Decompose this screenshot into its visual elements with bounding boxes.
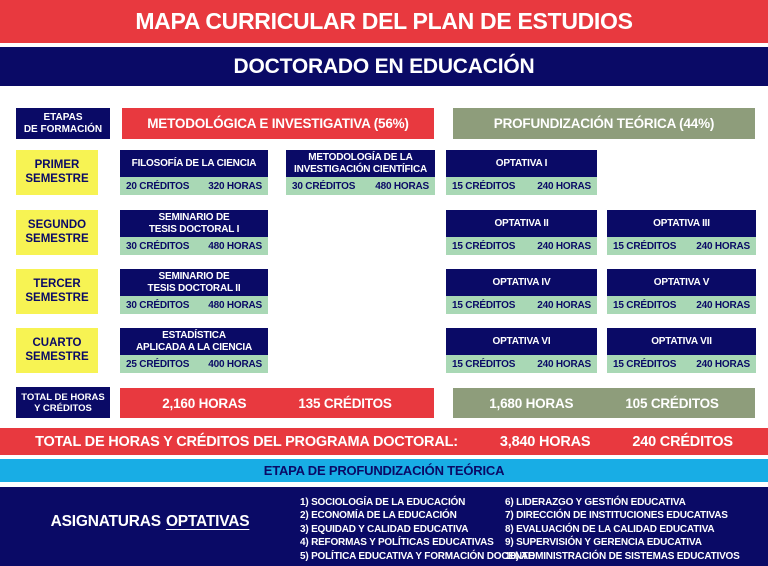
course-title [286,150,435,177]
electives-title-word: OPTATIVAS [165,513,250,530]
course-hours: 480 HORAS [375,180,429,192]
course-hours: 240 HORAS [537,299,591,311]
course-credits: 30 CRÉDITOS [126,240,190,252]
course-title-line2: TESIS DOCTORAL II [147,282,241,294]
course-meta [607,237,756,255]
course-title-line1: OPTATIVA II [494,217,549,229]
methodological-stage-label: METODOLÓGICA E INVESTIGATIVA (56%) [147,116,409,131]
semester-label-4 [16,328,98,373]
program-total-credits: 240 CRÉDITOS [632,433,733,450]
course-meta [120,355,268,373]
course-meta [446,177,597,195]
course-hours: 320 HORAS [208,180,262,192]
methodological-total-credits: 135 CRÉDITOS [298,395,392,411]
page-title-text: MAPA CURRICULAR DEL PLAN DE ESTUDIOS [135,8,633,34]
course-title-line1: METODOLOGÍA DE LA [308,152,413,163]
course-title-line1: OPTATIVA I [495,157,548,169]
course-credits: 15 CRÉDITOS [613,358,677,370]
program-total-hours: 3,840 HORAS [499,433,591,450]
course-title-line1: SEMINARIO DE [158,212,230,223]
course-title [607,328,756,355]
elective-item-8: 8) EVALUACIÓN DE LA CALIDAD EDUCATIVA [505,523,715,535]
elective-item-5: 5) POLÍTICA EDUCATIVA Y FORMACIÓN DOCENTE [300,550,535,562]
course-metodologia-investigacion [286,150,435,195]
semester-2-line1: SEGUNDO [27,219,87,231]
course-optativa-7 [607,328,756,373]
course-title [120,269,268,296]
course-hours: 240 HORAS [696,358,750,370]
course-meta [446,296,597,314]
course-hours: 480 HORAS [208,299,262,311]
theory-stage-strip-label: ETAPA DE PROFUNDIZACIÓN TEÓRICA [263,463,505,478]
course-credits: 30 CRÉDITOS [126,299,190,311]
theory-stage-strip [0,459,768,482]
course-meta [446,355,597,373]
semester-1-line1: PRIMER [34,159,80,171]
course-meta [607,355,756,373]
course-meta [120,296,268,314]
semester-4-line1: CUARTO [32,337,82,349]
elective-item-3: 3) EQUIDAD Y CALIDAD EDUCATIVA [300,523,469,535]
theoretical-total-credits: 105 CRÉDITOS [625,395,719,411]
course-meta [120,177,268,195]
course-title-line1: FILOSOFÍA DE LA CIENCIA [131,157,257,169]
course-seminario-tesis-2 [120,269,268,314]
course-hours: 240 HORAS [537,180,591,192]
course-credits: 15 CRÉDITOS [452,180,516,192]
electives-title [40,513,260,531]
course-hours: 240 HORAS [696,299,750,311]
semester-3-line1: TERCER [33,278,81,290]
course-title [446,269,597,296]
stages-label-line2: DE FORMACIÓN [23,123,103,135]
course-meta [446,237,597,255]
theoretical-stage-banner [453,108,755,139]
course-title-line1: OPTATIVA III [653,217,710,229]
course-title-line2: TESIS DOCTORAL I [148,223,240,235]
course-hours: 240 HORAS [696,240,750,252]
elective-item-7: 7) DIRECCIÓN DE INSTITUCIONES EDUCATIVAS [505,510,728,522]
course-optativa-5 [607,269,756,314]
totals-label-line2: Y CRÉDITOS [34,402,92,414]
electives-title-prefix: ASIGNATURAS [50,513,161,530]
totals-label [16,387,110,418]
semester-4-line2: SEMESTRE [25,350,89,363]
semester-1-line2: SEMESTRE [25,172,89,185]
course-optativa-1 [446,150,597,195]
course-credits: 25 CRÉDITOS [126,358,190,370]
elective-item-1: 1) SOCIOLOGÍA DE LA EDUCACIÓN [300,497,466,508]
course-title-line1: OPTATIVA VI [492,335,551,347]
program-title [0,47,768,86]
course-title [120,328,268,355]
course-credits: 15 CRÉDITOS [452,358,516,370]
course-hours: 400 HORAS [208,358,262,370]
course-meta [120,237,268,255]
course-optativa-2 [446,210,597,255]
course-title [446,328,597,355]
course-title [120,210,268,237]
elective-item-9: 9) SUPERVISIÓN Y GERENCIA EDUCATIVA [505,537,702,549]
methodological-totals-bar [120,388,434,418]
theoretical-stage-label: PROFUNDIZACIÓN TEÓRICA (44%) [493,116,715,131]
stages-label [16,108,110,139]
program-title-text: DOCTORADO EN EDUCACIÓN [233,54,535,78]
program-total-banner [0,428,768,455]
totals-label-line1: TOTAL DE HORAS [21,391,105,403]
theoretical-total-hours: 1,680 HORAS [489,395,574,411]
semester-label-2 [16,210,98,255]
elective-item-10: 10) ADMINISTRACIÓN DE SISTEMAS EDUCATIVOS [505,550,740,562]
course-optativa-6 [446,328,597,373]
theoretical-totals-bar [453,388,755,418]
course-credits: 20 CRÉDITOS [126,180,190,192]
course-meta [286,177,435,195]
elective-item-6: 6) LIDERAZGO Y GESTIÓN EDUCATIVA [505,497,686,508]
course-credits: 15 CRÉDITOS [613,299,677,311]
course-credits: 15 CRÉDITOS [452,299,516,311]
stages-label-line1: ETAPAS [43,111,83,123]
course-title [607,269,756,296]
course-seminario-tesis-1 [120,210,268,255]
course-title [446,210,597,237]
semester-label-1 [16,150,98,195]
course-optativa-4 [446,269,597,314]
methodological-stage-banner [122,108,434,139]
electives-list-1 [300,496,534,563]
course-hours: 240 HORAS [537,240,591,252]
course-title [607,210,756,237]
page-title [0,0,768,43]
course-title-line2: APLICADA A LA CIENCIA [136,341,252,353]
course-filosofia-ciencia [120,150,268,195]
course-title-line2: INVESTIGACIÓN CIENTÍFICA [294,163,427,175]
course-title-line1: SEMINARIO DE [158,271,230,282]
course-hours: 480 HORAS [208,240,262,252]
course-title [446,150,597,177]
course-title-line1: OPTATIVA VII [651,335,712,347]
electives-list-2 [505,496,740,563]
elective-item-2: 2) ECONOMÍA DE LA EDUCACIÓN [300,510,457,522]
course-credits: 30 CRÉDITOS [292,180,356,192]
course-hours: 240 HORAS [537,358,591,370]
course-estadistica-aplicada [120,328,268,373]
course-optativa-3 [607,210,756,255]
semester-label-3 [16,269,98,314]
program-total-label: TOTAL DE HORAS Y CRÉDITOS DEL PROGRAMA DOCTORAL: [35,433,458,450]
course-credits: 15 CRÉDITOS [613,240,677,252]
course-title-line1: ESTADÍSTICA [162,330,226,341]
course-title [120,150,268,177]
elective-item-4: 4) REFORMAS Y POLÍTICAS EDUCATIVAS [300,537,494,549]
semester-3-line2: SEMESTRE [25,291,89,304]
course-title-line1: OPTATIVA IV [492,276,551,288]
course-title-line1: OPTATIVA V [653,276,710,288]
course-meta [607,296,756,314]
semester-2-line2: SEMESTRE [25,232,89,245]
course-credits: 15 CRÉDITOS [452,240,516,252]
methodological-total-hours: 2,160 HORAS [162,395,247,411]
